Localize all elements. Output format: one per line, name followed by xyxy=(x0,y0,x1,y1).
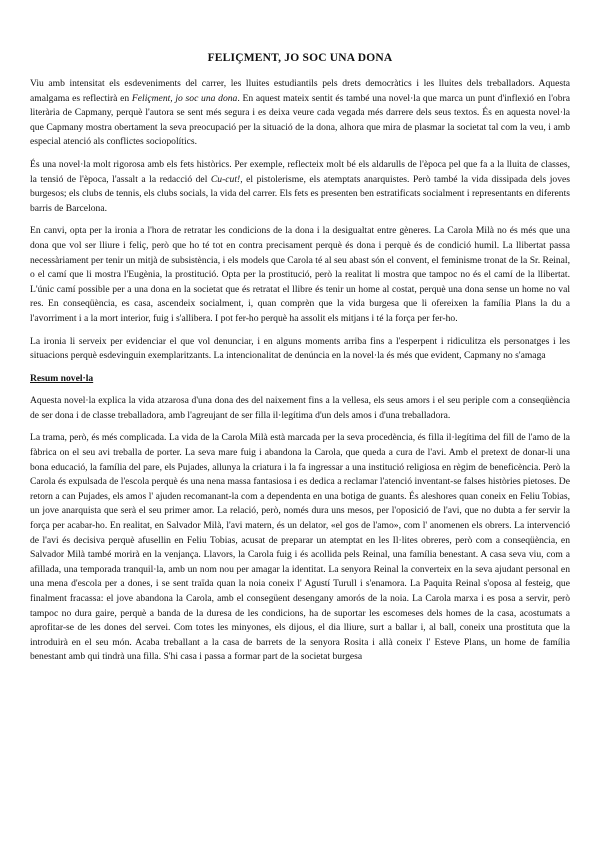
intro-paragraph-1 xyxy=(30,77,570,150)
summary-paragraph-2: La trama, però, és més complicada. La vida de la Carola Milà està marcada per la seva procedència, és filla il·legítima del fill de l'amo de la fàbrica on el seu avi treballa de porter. La seva mare fuig i abandona la Carola, que queda a cura de l'avi. Amb el pretext de donar-li una bona educació, la família del pare, els Pujades, allunya la criatura i la fa ingressar a una institució religiosa en règim de beneficència. Però la Carola és expulsada de l'escola perquè és una nena massa fantasiosa i es dedica a reclamar l'atenció inventant-se falses històries pietoses. De retorn a can Pujades, els amos l' ajuden recomanant-la com a dependenta en una botiga de guants. És aleshores quan coneix en Feliu Tobias, un jove anarquista que serà el seu primer amor. La relació, però, només dura uns mesos, per l'oposició de l'avi, que no dubta a fer servir la força per acabar-ho. En realitat, en Salvador Milà, l'avi matern, és un delator, «el gos de l'amo», com l' anomenen els obrers. La intervenció de l'avi és decisiva perquè afusellin en Feliu Tobias, acusat de preparar un atemptat en les Il·lites obreres, però com a conseqüència, en Salvador Milà també morirà en la venjança. Llavors, la Carola fuig i és acollida pels Reinal, una família benestant. A casa seva viu, com a afillada, una temporada tranquil·la, amb un nom nou per amagar la identitat. La senyora Reinal la converteix en la seva ajudant personal en una mena d'escola per a dones, i se sent traïda quan la noia coneix l' Agustí Turull i s'enamora. La Paquita Reinal s'oposa al festeig, que finalment fracassa: el jove abandona la Carola, amb el consegüent desengany amorós de la noia. La Carola marxa i es posa a servir, però tampoc no dura gaire, perquè a banda de la duresa de les condicions, ha de suportar les escomeses dels homes de la casa, acostumats a aprofitar-se de les dones del servei. Com totes les minyones, els dijous, el dia lliure, surt a ballar i, al ball, coneix una prostituta que la introduirà en el seu món. Acaba treballant a la casa de barrets de la senyora Rosita i allà coneix l' Esteve Plans, un home de família benestant amb qui tindrà una filla. S'hi casa i passa a formar part de la societat burgesa xyxy=(30,432,570,663)
summary-paragraph-1: Aquesta novel·la explica la vida atzarosa d'una dona des del naixement fins a la vellesa, els seus amors i el seu periple com a conseqüència de ser dona i de classe treballadora, amb l'agreujant de ser filla il·legítima d'un dels amos i d'una treballadora. xyxy=(30,395,570,421)
magazine-title-italic: Cu-cut! xyxy=(210,173,241,185)
summary-heading: Resum novel·la xyxy=(30,372,94,384)
intro-paragraph-2 xyxy=(30,158,570,216)
text-run: . En aquest mateix sentit és també una novel·la que marca un punt d'inflexió en l'obra literària de Capmany, perquè l'autora se sent més segura i es deixa veure cada vegada més darrere dels seus textos. És en aquesta novel·la que Capmany mostra obertament la seva preocupació per la situació de la dona, alhora que mira de plasmar la societat tal com la veu, i amb especial atenció als conflictes sociopolítics. xyxy=(30,92,570,148)
intro-paragraph-3: En canvi, opta per la ironia a l'hora de retratar les condicions de la dona i la desigualtat entre gèneres. La Carola Milà no és més que una dona que vol ser lliure i feliç, però que ho té tot en contra precisament perquè és dona i perquè és de condició humil. La llibertat passa necessàriament per tenir un mitjà de subsistència, i els models que Carola té al seu abast són el convent, el feminisme tronat de la Sr. Reinal, o el camí que li mostra l'Eugènia, la prostitució. Opta per la prostitució, però la realitat li mostra que tampoc no és el camí de la llibertat. L'únic camí possible per a una dona en la societat que és retratat el llibre és tenir un home al costat, perquè una dona sense un home no val res. En conseqüència, es casa, ascendeix socialment, i, quan comprèn que la vida burgesa que li ofereixen la família Plans la du a l'avorriment i a la mort interior, fuig i s'allibera. I pot fer-ho perquè ha assolit els mitjans i té la força per fer-ho. xyxy=(30,225,570,324)
document-title: FELIÇMENT, JO SOC UNA DONA xyxy=(207,52,393,64)
text-run: És una novel·la molt rigorosa amb els fets històrics. Per exemple, reflecteix molt bé els aldarulls de l'època pel que fa a la lluita de classes, la tensió de l'època, l'assalt a la redacció del xyxy=(30,158,570,185)
text-run: Viu amb intensitat els esdeveniments del carrer, les lluites estudiantils pels drets democràtics i les lluites dels treballadors. Aquesta amalgama es reflectirà en xyxy=(30,78,570,104)
book-title-italic: Feliçment, jo soc una dona xyxy=(131,92,238,104)
text-run: , el pistolerisme, els atemptats anarquistes. Però també la vida dissipada dels joves burgesos; els clubs de tennis, els clubs socials, la vida del carrer. Els fets es presenten ben estratificats socialment i representants en diferents barris de Barcelona. xyxy=(30,173,570,214)
intro-paragraph-4: La ironia li serveix per evidenciar el que vol denunciar, i en alguns moments arriba fins a l'esperpent i ridiculitza els personatges i les situacions perquè esdevinguin exemplaritzants. La intencionalitat de denúncia en la novel·la és més que evident, Capmany no s'amaga xyxy=(30,335,570,362)
